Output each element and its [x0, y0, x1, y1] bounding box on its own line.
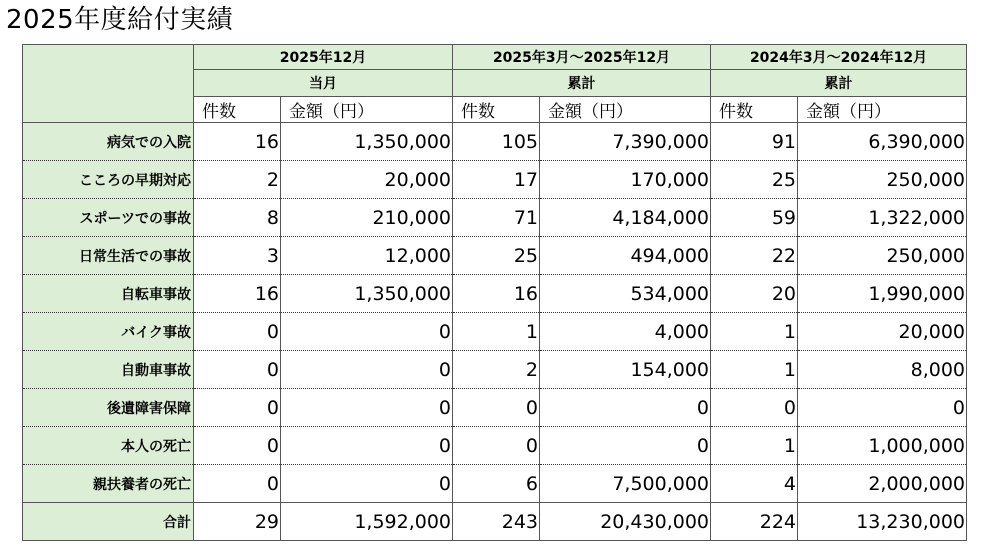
table-row [23, 161, 967, 199]
table-row [23, 275, 967, 313]
cell-amount-fy2025: 534,000 [540, 275, 711, 313]
cell-count-current-month: 16 [194, 123, 281, 161]
table-row [23, 237, 967, 275]
row-label: 日常生活での事故 [23, 237, 194, 275]
total-amount-fy2024: 13,230,000 [798, 503, 967, 541]
row-label: 親扶養者の死亡 [23, 465, 194, 503]
period-subheader-current-month: 当月 [194, 70, 453, 97]
row-label: スポーツでの事故 [23, 199, 194, 237]
cell-count-fy2025: 6 [453, 465, 540, 503]
cell-count-fy2024: 1 [711, 313, 798, 351]
cell-amount-fy2024: 250,000 [798, 161, 967, 199]
cell-count-fy2025: 0 [453, 427, 540, 465]
page-title: 2025年度給付実績 [6, 5, 234, 35]
header-corner-cell [23, 45, 194, 123]
cell-amount-current-month: 20,000 [281, 161, 453, 199]
cell-count-fy2024: 4 [711, 465, 798, 503]
total-row-label: 合計 [23, 503, 194, 541]
table-row [23, 313, 967, 351]
cell-count-current-month: 8 [194, 199, 281, 237]
cell-amount-current-month: 0 [281, 351, 453, 389]
period-header-fy2024-cumulative: 2024年3月～2024年12月 [711, 45, 967, 70]
cell-count-fy2024: 20 [711, 275, 798, 313]
row-label: バイク事故 [23, 313, 194, 351]
column-header-count: 件数 [711, 97, 798, 123]
table-row [23, 389, 967, 427]
cell-amount-current-month: 1,350,000 [281, 275, 453, 313]
cell-count-fy2024: 1 [711, 427, 798, 465]
cell-amount-current-month: 0 [281, 465, 453, 503]
table-row [23, 351, 967, 389]
total-count-fy2024: 224 [711, 503, 798, 541]
period-header-current-month: 2025年12月 [194, 45, 453, 70]
column-header-amount: 金額（円） [540, 97, 711, 123]
column-header-amount: 金額（円） [798, 97, 967, 123]
cell-count-fy2024: 59 [711, 199, 798, 237]
cell-count-fy2025: 16 [453, 275, 540, 313]
cell-amount-fy2025: 494,000 [540, 237, 711, 275]
cell-count-fy2024: 22 [711, 237, 798, 275]
cell-amount-fy2025: 154,000 [540, 351, 711, 389]
row-label: 自動車事故 [23, 351, 194, 389]
cell-amount-fy2024: 2,000,000 [798, 465, 967, 503]
total-count-fy2025: 243 [453, 503, 540, 541]
row-label: 病気での入院 [23, 123, 194, 161]
cell-amount-current-month: 0 [281, 389, 453, 427]
cell-count-fy2025: 17 [453, 161, 540, 199]
row-label: 本人の死亡 [23, 427, 194, 465]
period-subheader-fy2025-cumulative: 累計 [453, 70, 711, 97]
cell-count-current-month: 3 [194, 237, 281, 275]
cell-count-current-month: 0 [194, 351, 281, 389]
cell-amount-fy2024: 250,000 [798, 237, 967, 275]
cell-amount-fy2024: 6,390,000 [798, 123, 967, 161]
cell-count-current-month: 0 [194, 465, 281, 503]
cell-amount-current-month: 12,000 [281, 237, 453, 275]
cell-amount-current-month: 0 [281, 313, 453, 351]
cell-amount-fy2024: 0 [798, 389, 967, 427]
cell-amount-fy2024: 1,990,000 [798, 275, 967, 313]
cell-amount-fy2025: 7,390,000 [540, 123, 711, 161]
row-label: こころの早期対応 [23, 161, 194, 199]
benefit-results-table [22, 44, 967, 541]
cell-amount-fy2025: 0 [540, 389, 711, 427]
period-subheader-fy2024-cumulative: 累計 [711, 70, 967, 97]
table-row [23, 427, 967, 465]
cell-amount-current-month: 0 [281, 427, 453, 465]
cell-amount-fy2025: 7,500,000 [540, 465, 711, 503]
cell-amount-current-month: 1,350,000 [281, 123, 453, 161]
cell-amount-fy2024: 20,000 [798, 313, 967, 351]
cell-count-current-month: 0 [194, 389, 281, 427]
cell-count-current-month: 0 [194, 313, 281, 351]
column-header-count: 件数 [194, 97, 281, 123]
table-row [23, 199, 967, 237]
column-header-amount: 金額（円） [281, 97, 453, 123]
cell-amount-current-month: 210,000 [281, 199, 453, 237]
cell-amount-fy2024: 8,000 [798, 351, 967, 389]
cell-count-fy2025: 2 [453, 351, 540, 389]
cell-amount-fy2025: 4,000 [540, 313, 711, 351]
cell-amount-fy2024: 1,322,000 [798, 199, 967, 237]
total-count-current-month: 29 [194, 503, 281, 541]
row-label: 後遺障害保障 [23, 389, 194, 427]
cell-count-current-month: 0 [194, 427, 281, 465]
table-row [23, 465, 967, 503]
cell-amount-fy2025: 0 [540, 427, 711, 465]
period-header-fy2025-cumulative: 2025年3月～2025年12月 [453, 45, 711, 70]
cell-count-fy2024: 1 [711, 351, 798, 389]
cell-count-fy2025: 105 [453, 123, 540, 161]
cell-amount-fy2025: 4,184,000 [540, 199, 711, 237]
cell-count-current-month: 2 [194, 161, 281, 199]
total-amount-current-month: 1,592,000 [281, 503, 453, 541]
cell-amount-fy2025: 170,000 [540, 161, 711, 199]
cell-count-fy2025: 25 [453, 237, 540, 275]
cell-count-fy2024: 0 [711, 389, 798, 427]
column-header-count: 件数 [453, 97, 540, 123]
cell-count-fy2025: 1 [453, 313, 540, 351]
cell-count-fy2024: 25 [711, 161, 798, 199]
cell-amount-fy2024: 1,000,000 [798, 427, 967, 465]
cell-count-fy2025: 0 [453, 389, 540, 427]
cell-count-current-month: 16 [194, 275, 281, 313]
table-row [23, 123, 967, 161]
cell-count-fy2025: 71 [453, 199, 540, 237]
row-label: 自転車事故 [23, 275, 194, 313]
total-amount-fy2025: 20,430,000 [540, 503, 711, 541]
cell-count-fy2024: 91 [711, 123, 798, 161]
